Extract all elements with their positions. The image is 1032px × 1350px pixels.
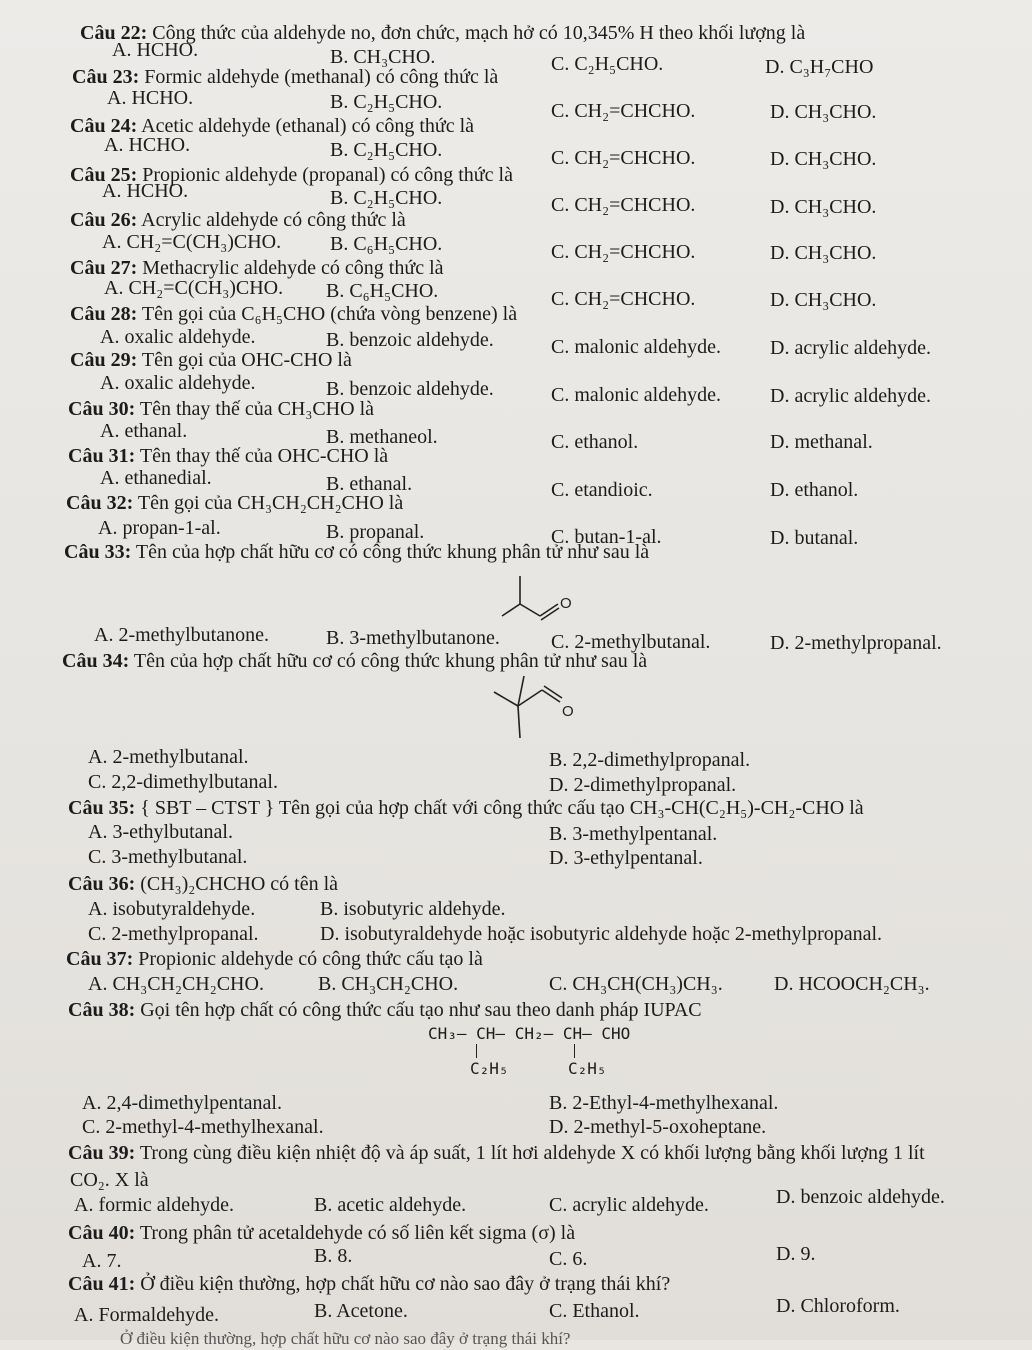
oxygen-label: O bbox=[560, 595, 572, 612]
question-number: Câu 27: bbox=[70, 257, 138, 279]
option-b: B. C₆H₅CHO. bbox=[326, 280, 439, 302]
question-text: Tên thay thế của CH₃CHO là bbox=[135, 398, 375, 420]
option-b: B. CH₃CH₂CHO. bbox=[318, 973, 459, 995]
option-a: A. 2-methylbutanone. bbox=[94, 624, 269, 646]
question-text: Acrylic aldehyde có công thức là bbox=[137, 209, 406, 231]
question-31 bbox=[68, 445, 388, 467]
question-number: Câu 40: bbox=[68, 1222, 136, 1244]
option-a: A. 2,4-dimethylpentanal. bbox=[82, 1092, 282, 1114]
question-number: Câu 36: bbox=[68, 873, 136, 895]
option-c: C. ethanol. bbox=[551, 431, 639, 453]
question-number: Câu 35: bbox=[68, 797, 136, 819]
option-c: C. CH₂=CHCHO. bbox=[551, 194, 696, 216]
option-b: B. acetic aldehyde. bbox=[314, 1194, 467, 1216]
cutoff-text: Ở điều kiện thường, hợp chất hữu cơ nào sao đây ở trạng thái khí? bbox=[120, 1329, 571, 1348]
option-b: B. 3-methylpentanal. bbox=[549, 823, 718, 845]
option-c: C. acrylic aldehyde. bbox=[549, 1194, 709, 1216]
option-b: B. C₂H₅CHO. bbox=[330, 139, 443, 161]
option-b: B. C₂H₅CHO. bbox=[330, 187, 443, 209]
question-text: Trong phân tử acetaldehyde có số liên kết sigma (σ) là bbox=[135, 1222, 576, 1244]
option-d: D. 9. bbox=[776, 1243, 816, 1265]
option-c: C. etandioic. bbox=[551, 479, 653, 501]
question-text: Tên gọi của C₆H₅CHO (chứa vòng benzene) là bbox=[137, 303, 518, 325]
option-a: A. 7. bbox=[82, 1250, 122, 1272]
question-text: Trong cùng điều kiện nhiệt độ và áp suất, 1 lít hơi aldehyde X có khối lượng bằng khối lượng 1 lít bbox=[135, 1142, 925, 1164]
question-30 bbox=[68, 398, 374, 420]
question-32 bbox=[66, 492, 403, 514]
option-a: A. oxalic aldehyde. bbox=[100, 372, 256, 394]
question-text: Ở điều kiện thường, hợp chất hữu cơ nào sao đây ở trạng thái khí? bbox=[135, 1273, 671, 1295]
option-d: D. methanal. bbox=[770, 431, 873, 453]
option-c: C. CH₂=CHCHO. bbox=[551, 288, 696, 310]
option-d: D. acrylic aldehyde. bbox=[770, 337, 932, 359]
question-number: Câu 39: bbox=[68, 1142, 136, 1164]
question-40 bbox=[68, 1222, 575, 1244]
question-41 bbox=[68, 1273, 670, 1295]
question-number: Câu 23: bbox=[72, 66, 140, 88]
option-d: D. Chloroform. bbox=[776, 1295, 900, 1317]
option-d: D. isobutyraldehyde hoặc isobutyric aldehyde hoặc 2-methylpropanal. bbox=[320, 923, 883, 945]
question-37 bbox=[66, 948, 483, 970]
option-d: D. HCOOCH₂CH₃. bbox=[774, 973, 930, 995]
question-36 bbox=[68, 873, 338, 895]
option-b: B. propanal. bbox=[326, 521, 425, 543]
option-c: C. 3-methylbutanal. bbox=[88, 846, 248, 868]
option-d: D. CH₃CHO. bbox=[770, 101, 877, 123]
question-number: Câu 33: bbox=[64, 541, 132, 563]
question-number: Câu 41: bbox=[68, 1273, 136, 1295]
option-c: C. Ethanol. bbox=[549, 1300, 640, 1322]
option-b: B. ethanal. bbox=[326, 473, 413, 495]
option-a: A. HCHO. bbox=[102, 180, 189, 202]
option-b: B. 2-Ethyl-4-methylhexanal. bbox=[549, 1092, 779, 1114]
question-number: Câu 26: bbox=[70, 209, 138, 231]
skeletal-structure-q34 bbox=[484, 672, 594, 742]
question-38 bbox=[68, 999, 702, 1021]
option-a: A. isobutyraldehyde. bbox=[88, 898, 256, 920]
option-c: C. C₂H₅CHO. bbox=[551, 53, 664, 75]
option-d: D. CH₃CHO. bbox=[770, 289, 877, 311]
question-39 bbox=[68, 1142, 925, 1164]
option-c: C. 6. bbox=[549, 1248, 588, 1270]
ethyl-substituent: C₂H₅ bbox=[470, 1059, 509, 1078]
question-number: Câu 32: bbox=[66, 492, 134, 514]
question-text: Propionic aldehyde (propanal) có công thức là bbox=[137, 164, 513, 186]
option-b: B. benzoic aldehyde. bbox=[326, 329, 494, 351]
bond-line bbox=[574, 1044, 575, 1058]
option-d: D. 2-methylpropanal. bbox=[770, 632, 942, 654]
question-number: Câu 37: bbox=[66, 948, 134, 970]
option-d: D. ethanol. bbox=[770, 479, 859, 501]
option-a: A. Formaldehyde. bbox=[74, 1304, 219, 1326]
option-b: B. CH₃CHO. bbox=[330, 46, 436, 68]
question-33 bbox=[64, 541, 649, 563]
option-c: C. malonic aldehyde. bbox=[551, 384, 721, 406]
question-number: Câu 30: bbox=[68, 398, 136, 420]
question-number: Câu 22: bbox=[80, 22, 148, 44]
option-d: D. butanal. bbox=[770, 527, 859, 549]
question-text: Tên gọi của OHC-CHO là bbox=[137, 349, 352, 371]
ethyl-substituent: C₂H₅ bbox=[568, 1059, 607, 1078]
option-d: D. benzoic aldehyde. bbox=[776, 1186, 945, 1208]
question-number: Câu 31: bbox=[68, 445, 136, 467]
question-28 bbox=[70, 303, 517, 325]
question-text: Tên của hợp chất hữu cơ có công thức khung phân tử như sau là bbox=[131, 541, 650, 563]
option-a: A. HCHO. bbox=[107, 87, 194, 109]
question-34 bbox=[62, 650, 647, 672]
option-c: C. 2-methyl-4-methylhexanal. bbox=[82, 1116, 324, 1138]
question-text: { SBT – CTST } Tên gọi của hợp chất với công thức cấu tạo CH₃-CH(C₂H₅)-CH₂-CHO là bbox=[135, 797, 864, 819]
option-d: D. acrylic aldehyde. bbox=[770, 385, 932, 407]
option-d: D. CH₃CHO. bbox=[770, 148, 877, 170]
option-d: D. 3-ethylpentanal. bbox=[549, 847, 703, 869]
question-number: Câu 38: bbox=[68, 999, 136, 1021]
question-text: Tên của hợp chất hữu cơ có công thức khung phân tử như sau là bbox=[129, 650, 648, 672]
question-text: Methacrylic aldehyde có công thức là bbox=[137, 257, 444, 279]
question-text: Tên thay thế của OHC-CHO là bbox=[135, 445, 389, 467]
question-text: Gọi tên hợp chất có công thức cấu tạo như sau theo danh pháp IUPAC bbox=[135, 999, 702, 1021]
question-number: Câu 34: bbox=[62, 650, 130, 672]
question-26 bbox=[70, 209, 406, 231]
option-a: A. CH₃CH₂CH₂CHO. bbox=[88, 973, 264, 995]
option-a: A. 2-methylbutanal. bbox=[88, 746, 249, 768]
option-c: C. CH₂=CHCHO. bbox=[551, 241, 696, 263]
option-a: A. CH₂=C(CH₃)CHO. bbox=[102, 231, 282, 253]
option-a: A. formic aldehyde. bbox=[74, 1194, 234, 1216]
question-23 bbox=[72, 66, 498, 88]
option-d: D. C₃H₇CHO bbox=[765, 56, 874, 78]
option-c: C. 2-methylpropanal. bbox=[88, 923, 259, 945]
question-text: Công thức của aldehyde no, đơn chức, mạch hở có 10,345% H theo khối lượng là bbox=[147, 22, 806, 44]
question-27 bbox=[70, 257, 444, 279]
option-b: B. benzoic aldehyde. bbox=[326, 378, 494, 400]
question-text: Formic aldehyde (methanal) có công thức là bbox=[139, 66, 499, 88]
option-b: B. Acetone. bbox=[314, 1300, 408, 1322]
question-text: Propionic aldehyde có công thức cấu tạo là bbox=[133, 948, 483, 970]
option-c: C. CH₂=CHCHO. bbox=[551, 100, 696, 122]
option-d: D. 2-methyl-5-oxoheptane. bbox=[549, 1116, 767, 1138]
question-number: Câu 24: bbox=[70, 115, 138, 137]
option-a: A. propan-1-al. bbox=[98, 517, 221, 539]
option-c: C. butan-1-al. bbox=[551, 526, 662, 548]
question-text: (CH₃)₂CHCHO có tên là bbox=[135, 873, 339, 895]
question-text: Acetic aldehyde (ethanal) có công thức là bbox=[137, 115, 475, 137]
option-b: B. 8. bbox=[314, 1245, 353, 1267]
skeletal-structure-q33 bbox=[498, 570, 588, 630]
option-b: B. isobutyric aldehyde. bbox=[320, 898, 506, 920]
structural-formula: CH₃— CH— CH₂— CH— CHO bbox=[428, 1024, 631, 1043]
option-c: C. 2-methylbutanal. bbox=[551, 631, 711, 653]
option-c: C. 2,2-dimethylbutanal. bbox=[88, 771, 278, 793]
option-c: C. CH₂=CHCHO. bbox=[551, 147, 696, 169]
option-a: A. ethanedial. bbox=[100, 467, 212, 489]
question-text: Tên gọi của CH₃CH₂CH₂CHO là bbox=[133, 492, 404, 514]
option-d: D. CH₃CHO. bbox=[770, 196, 877, 218]
option-a: A. ethanal. bbox=[100, 420, 188, 442]
option-b: B. 3-methylbutanone. bbox=[326, 627, 500, 649]
question-29 bbox=[70, 349, 352, 371]
option-c: C. CH₃CH(CH₃)CH₃. bbox=[549, 973, 723, 995]
option-a: A. HCHO. bbox=[112, 39, 199, 61]
question-text-continued: CO₂. X là bbox=[70, 1169, 149, 1191]
option-b: B. methaneol. bbox=[326, 426, 438, 448]
oxygen-label: O bbox=[562, 703, 574, 720]
option-d: D. CH₃CHO. bbox=[770, 242, 877, 264]
option-b: B. C₆H₅CHO. bbox=[330, 233, 443, 255]
question-number: Câu 29: bbox=[70, 349, 138, 371]
question-number: Câu 25: bbox=[70, 164, 138, 186]
option-a: A. oxalic aldehyde. bbox=[100, 326, 256, 348]
option-b: B. 2,2-dimethylpropanal. bbox=[549, 749, 751, 771]
option-a: A. HCHO. bbox=[104, 134, 191, 156]
option-b: B. C₂H₅CHO. bbox=[330, 91, 443, 113]
option-a: A. 3-ethylbutanal. bbox=[88, 821, 233, 843]
option-a: A. CH₂=C(CH₃)CHO. bbox=[104, 277, 284, 299]
question-number: Câu 28: bbox=[70, 303, 138, 325]
option-c: C. malonic aldehyde. bbox=[551, 336, 721, 358]
bond-line bbox=[476, 1044, 477, 1058]
question-35 bbox=[68, 797, 864, 819]
option-d: D. 2-dimethylpropanal. bbox=[549, 774, 737, 796]
